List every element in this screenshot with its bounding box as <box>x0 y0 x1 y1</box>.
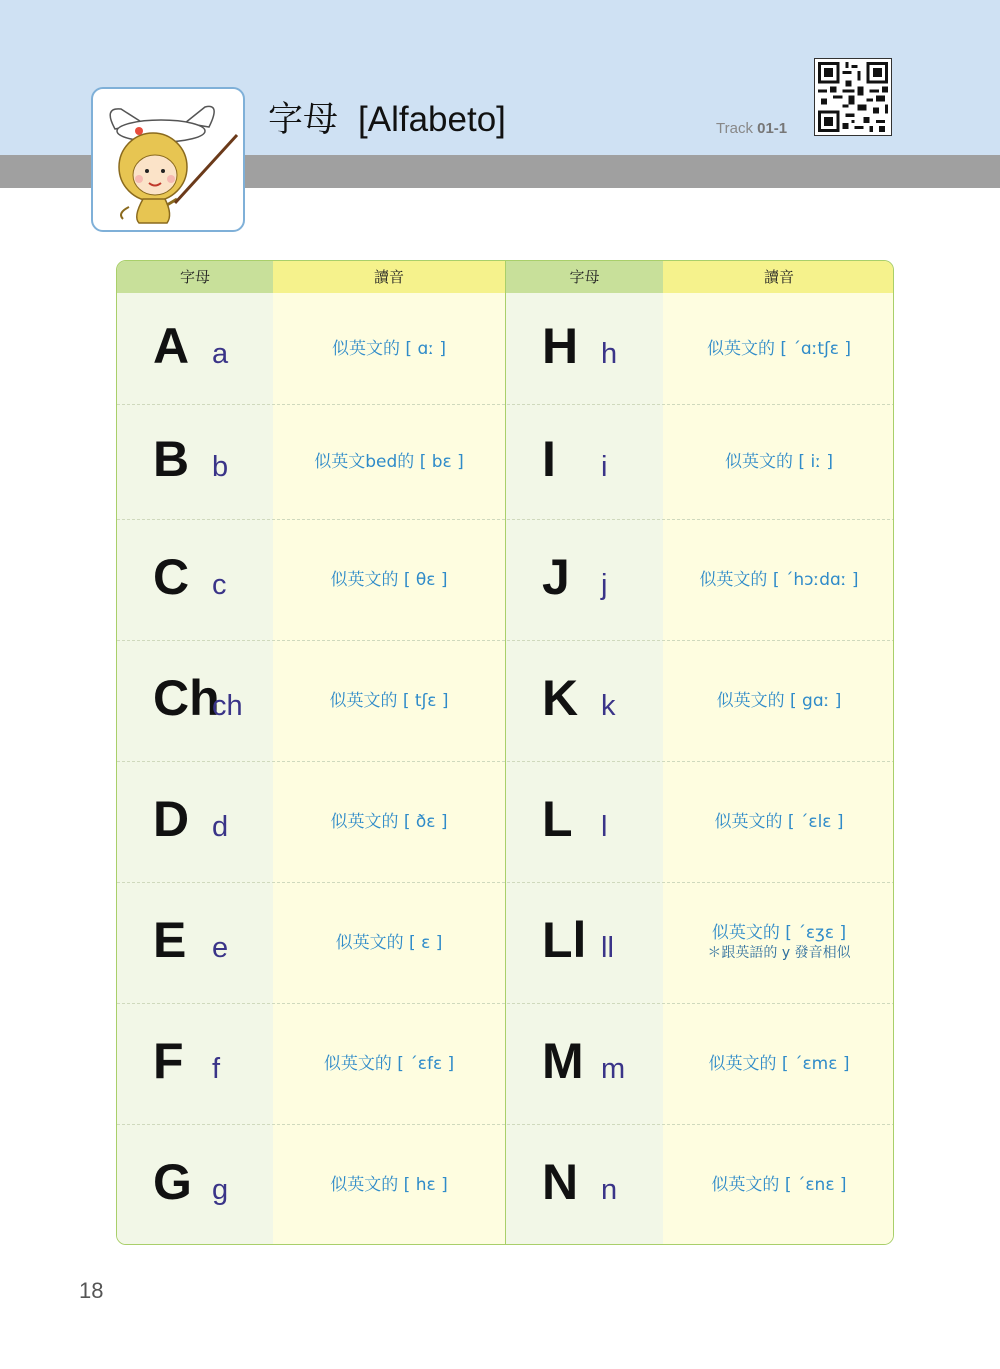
pronunciation-text: 似英文的 [ hɛ ] <box>330 1175 448 1195</box>
letter-uppercase: A <box>153 317 190 374</box>
pronunciation <box>273 691 505 711</box>
letter-uppercase: Ll <box>542 911 587 968</box>
right-letter-column <box>506 293 663 1245</box>
letter-uppercase: E <box>153 911 187 968</box>
letter-uppercase: H <box>542 317 579 374</box>
letter-uppercase: L <box>542 790 573 847</box>
pronunciation-text: 似英文的 [ ˊhɔːdɑː ] <box>699 569 859 590</box>
row-divider <box>117 404 894 405</box>
letter-lowercase: i <box>601 450 608 483</box>
left-letter-column <box>117 293 273 1245</box>
letter-lowercase: f <box>212 1052 221 1085</box>
letter-lowercase: e <box>212 931 229 964</box>
right-pron-column <box>663 293 894 1245</box>
letter-lowercase: k <box>601 689 616 722</box>
pronunciation <box>663 1054 894 1074</box>
row-divider <box>117 1003 894 1004</box>
pronunciation-text: 似英文的 [ tʃɛ ] <box>329 690 449 711</box>
pronunciation-text: 似英文的 [ ˊɛʒɛ ] <box>711 922 847 943</box>
letter-uppercase: J <box>542 548 570 605</box>
pronunciation-text: 似英文的 [ θɛ ] <box>330 569 448 590</box>
row-divider <box>117 640 894 641</box>
pronunciation-text: 似英文的 [ ˊɛnɛ ] <box>711 1175 847 1195</box>
pronunciation-text: 似英文bed的 [ bɛ ] <box>314 451 464 472</box>
letter-lowercase: m <box>601 1052 626 1085</box>
mascot-icon <box>93 89 243 230</box>
pronunciation-text: 似英文的 [ ɛ ] <box>335 932 443 953</box>
pronunciation-text: 似英文的 [ ðɛ ] <box>330 811 448 832</box>
letter-lowercase: a <box>212 337 229 370</box>
track-word: Track <box>716 120 753 137</box>
pronunciation <box>273 339 505 359</box>
letter-lowercase: d <box>212 810 229 843</box>
letter-lowercase: b <box>212 450 229 483</box>
track-number: 01-1 <box>757 120 788 137</box>
letter-uppercase: D <box>153 790 190 847</box>
page-number: 18 <box>79 1278 104 1303</box>
pronunciation <box>663 923 894 963</box>
letter-uppercase: C <box>153 548 190 605</box>
pronunciation <box>273 933 505 953</box>
letter-uppercase: N <box>542 1154 579 1210</box>
letter-uppercase: F <box>153 1032 184 1089</box>
letter-uppercase: B <box>153 430 190 487</box>
center-divider <box>505 261 506 1245</box>
pronunciation-text: 似英文的 [ ˊɛlɛ ] <box>714 811 844 832</box>
letter-lowercase: l <box>601 810 608 843</box>
letter-lowercase: ch <box>212 689 243 722</box>
pronunciation <box>663 691 894 711</box>
letter-lowercase: c <box>212 568 227 601</box>
row-divider <box>117 519 894 520</box>
pronunciation <box>663 812 894 832</box>
mascot-illustration <box>91 87 245 232</box>
letter-uppercase: I <box>542 430 556 487</box>
pronunciation-note: ＊跟英語的 y 發音相似 <box>707 944 851 961</box>
letter-uppercase: M <box>542 1032 584 1089</box>
header-left-letter: 字母 <box>117 261 273 293</box>
header-right-pron: 讀音 <box>663 261 894 293</box>
letter-uppercase: Ch <box>153 669 220 726</box>
letter-uppercase: G <box>153 1154 192 1210</box>
row-divider <box>117 761 894 762</box>
pronunciation-text: 似英文的 [ ɑː ] <box>332 338 446 359</box>
pronunciation <box>273 570 505 590</box>
letter-lowercase: g <box>212 1174 229 1206</box>
title-latin: [Alfabeto] <box>358 100 506 139</box>
pronunciation-text: 似英文的 [ iː ] <box>725 451 833 472</box>
qr-code-icon[interactable] <box>814 58 892 136</box>
left-pron-column <box>273 293 505 1245</box>
header-left-pron: 讀音 <box>273 261 505 293</box>
title-chinese: 字母 <box>268 100 339 140</box>
pronunciation-text: 似英文的 [ gɑː ] <box>716 690 842 711</box>
letter-lowercase: n <box>601 1174 618 1206</box>
letter-uppercase: K <box>542 669 579 726</box>
pronunciation <box>663 570 894 590</box>
track-label <box>716 120 787 137</box>
pronunciation <box>273 452 505 472</box>
pronunciation-text: 似英文的 [ ˊɛmɛ ] <box>708 1053 850 1074</box>
pronunciation <box>663 452 894 472</box>
letter-lowercase: h <box>601 337 618 370</box>
row-divider <box>117 882 894 883</box>
header-right-letter: 字母 <box>506 261 663 293</box>
pronunciation-text: 似英文的 [ ˊɑːtʃɛ ] <box>706 338 852 359</box>
pronunciation <box>273 1175 505 1195</box>
pronunciation <box>663 1175 894 1195</box>
pronunciation <box>273 812 505 832</box>
alphabet-table <box>116 260 894 1245</box>
pronunciation <box>273 1054 505 1074</box>
letter-lowercase: j <box>601 568 608 601</box>
page-title <box>268 92 506 142</box>
letter-lowercase: ll <box>601 931 614 964</box>
row-divider <box>117 1124 894 1125</box>
pronunciation <box>663 339 894 359</box>
pronunciation-text: 似英文的 [ ˊɛfɛ ] <box>323 1053 455 1074</box>
